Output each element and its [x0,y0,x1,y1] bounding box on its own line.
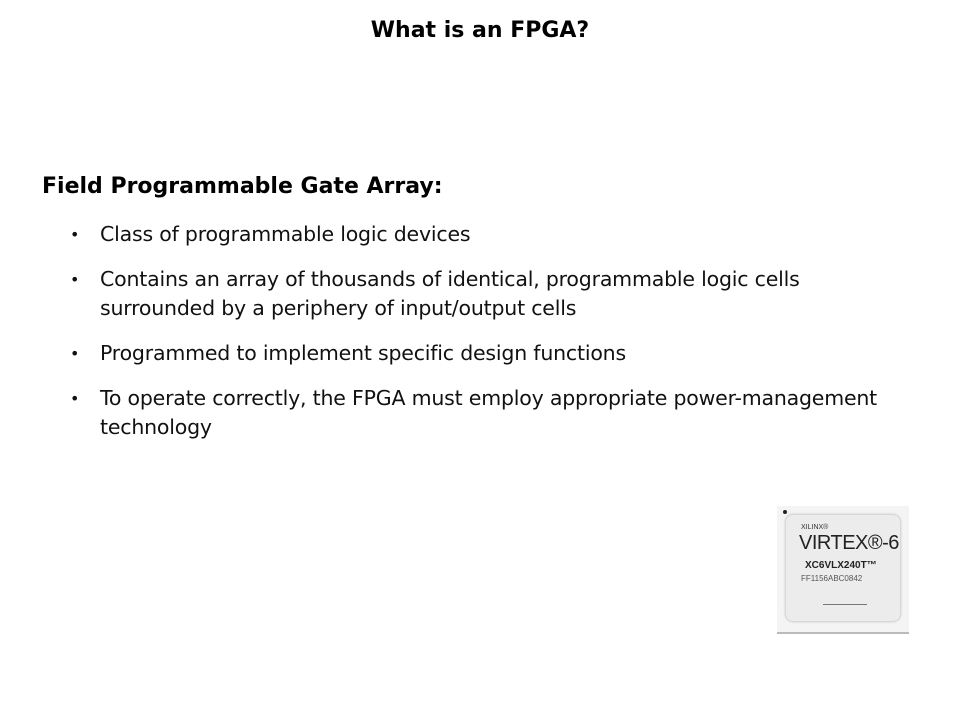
bullet-icon: • [70,225,80,244]
bullet-text: Programmed to implement specific design functions [100,341,626,365]
bullet-item [70,265,890,323]
bullet-text: To operate correctly, the FPGA must employ appropriate power-management technology [100,386,878,439]
fpga-chip-image [777,506,909,634]
chip-part-number: XC6VLX240T™ [805,560,877,571]
bullet-item [70,220,890,249]
chip-brand: XILINX® [801,524,829,531]
bullet-icon: • [70,270,80,289]
chip-package-code: FF1156ABC0842 [801,574,863,583]
bullet-icon: • [70,389,80,408]
pin1-marker-icon [783,510,787,514]
bullet-text: Class of programmable logic devices [100,222,471,246]
slide-title: What is an FPGA? [370,18,590,43]
chip-divider [823,604,867,605]
chip-family: VIRTEX®-6 [799,532,899,554]
bullet-icon: • [70,344,80,363]
bullet-text: Contains an array of thousands of identical, programmable logic cells surrounded by a periphery of input/output cells [100,267,800,320]
bullet-item [70,384,890,442]
chip-package [785,514,901,622]
bullet-list [70,220,890,458]
slide-subtitle: Field Programmable Gate Array: [42,174,443,199]
bullet-item [70,339,890,368]
